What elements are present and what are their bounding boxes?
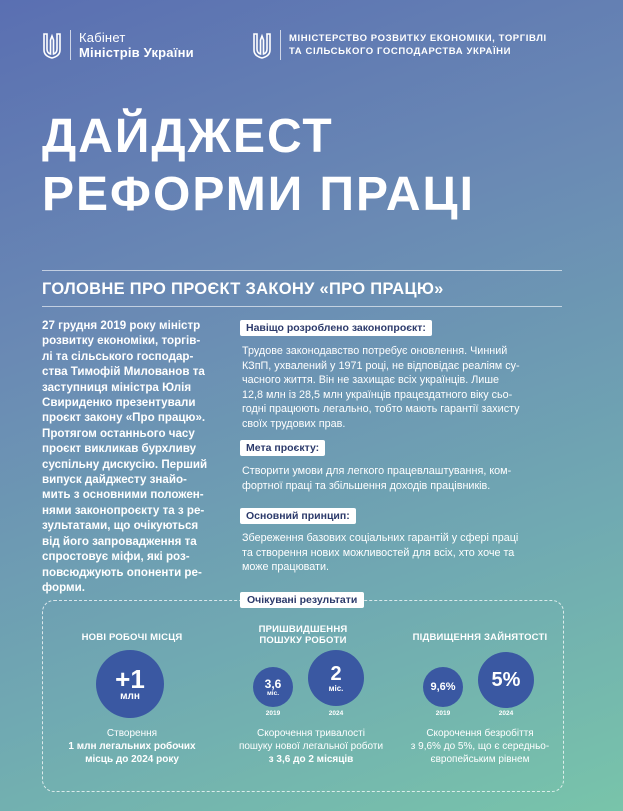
- employment-circle-2019: [423, 667, 463, 707]
- section-subtitle: ГОЛОВНЕ ПРО ПРОЄКТ ЗАКОНУ «ПРО ПРАЦЮ»: [42, 280, 444, 298]
- jobs-unit: млн: [120, 690, 140, 702]
- section-label-principle: Основний принцип:: [240, 508, 356, 524]
- search-title: [238, 624, 368, 646]
- intro-line: 27 грудня 2019 року міністр: [42, 319, 201, 332]
- jobs-desc-line2: 1 млн легальних робочих: [68, 741, 196, 752]
- intro-line: форми.: [42, 580, 85, 594]
- search-circle-2019: [253, 667, 293, 707]
- employment-desc-line2: з 9,6% до 5%, що є середньо-: [410, 741, 550, 752]
- section-line: Збереження базових соціальних гарантій у сфері праці: [242, 532, 519, 544]
- intro-line: суспільну дискусію. Перший: [42, 457, 208, 471]
- intro-line: нями законопроєкту та з ре-: [42, 503, 205, 517]
- jobs-description: [52, 727, 212, 766]
- title-line1: ДАЙДЖЕСТ: [42, 110, 334, 163]
- section-label-why: Навіщо розроблено законопроєкт:: [240, 320, 432, 336]
- employment-year-2024: 2024: [498, 710, 514, 717]
- search-desc-line2: пошуку нової легальної роботи: [238, 741, 384, 752]
- intro-line: Свириденко презентували: [42, 396, 196, 410]
- employment-circle-2024: [478, 652, 534, 708]
- ministry-name-line2: ТА СІЛЬСЬКОГО ГОСПОДАРСТВА УКРАЇНИ: [289, 46, 512, 57]
- employment-desc-line3: європейським рівнем: [430, 754, 530, 765]
- cabinet-name-line2: Міністрів України: [79, 45, 194, 60]
- ministry-logo: [252, 30, 547, 60]
- page-title: [42, 108, 475, 224]
- section-text-goal: [242, 464, 564, 493]
- search-title-line1: ПРИШВИДШЕННЯ: [258, 624, 348, 635]
- jobs-desc-line1: Створення: [106, 728, 158, 739]
- search-year-2019: 2019: [265, 710, 281, 717]
- search-desc-line3: з 3,6 до 2 місяців: [268, 754, 354, 765]
- ministry-name-line1: МІНІСТЕРСТВО РОЗВИТКУ ЕКОНОМІКИ, ТОРГІВЛІ: [289, 33, 547, 44]
- search-year-2024: 2024: [328, 710, 344, 717]
- intro-line: заступниця міністра Юлія: [42, 380, 192, 394]
- jobs-title: НОВІ РОБОЧІ МІСЦЯ: [81, 632, 183, 643]
- search-desc-line1: Скорочення тривалості: [257, 728, 365, 739]
- section-line: та створення нових можливостей для всіх, хто хоче та: [242, 546, 515, 559]
- section-line: Трудове законодавство потребує оновлення. Чинний: [242, 345, 508, 357]
- cabinet-logo: [42, 30, 194, 60]
- section-line: 12,8 млн із 28,5 млн українців працездатного віку сьо-: [242, 388, 513, 401]
- results-label: Очікувані результати: [240, 592, 364, 608]
- search-title-line2: ПОШУКУ РОБОТИ: [259, 635, 347, 646]
- trident-icon: [42, 30, 62, 60]
- intro-line: повсюджують опоненти ре-: [42, 565, 202, 579]
- logo-divider: [70, 30, 71, 60]
- divider-top: [42, 270, 562, 271]
- section-line: Створити умови для легкого працевлаштування, ком-: [242, 465, 512, 477]
- jobs-circle: [96, 650, 164, 718]
- search-unit-2019: міс.: [266, 689, 280, 697]
- section-line: своїх трудових прав.: [242, 417, 346, 430]
- employment-title: ПІДВИЩЕННЯ ЗАЙНЯТОСТІ: [412, 632, 548, 643]
- intro-line: Протягом останнього часу: [42, 426, 195, 440]
- section-line: годні працюють легально, тобто мають гарантії захисту: [242, 403, 520, 416]
- section-text-principle: [242, 531, 564, 575]
- section-line: може працювати.: [242, 561, 330, 574]
- intro-line: спростовує міфи, які роз-: [42, 550, 190, 564]
- employment-value-2019: 9,6%: [430, 681, 456, 693]
- search-value-2024: 2: [330, 662, 342, 685]
- intro-line: проєкт закону «Про працю».: [42, 411, 206, 425]
- search-value-2019: 3,6: [264, 676, 282, 691]
- jobs-desc-line3: місць до 2024 року: [85, 754, 179, 765]
- intro-line: лі та сільського господар-: [42, 349, 194, 363]
- intro-line: розвитку економіки, торгів-: [42, 334, 201, 348]
- intro-line: мить з основними положен-: [42, 488, 204, 502]
- section-line: фортної праці та збільшення доходів працівників.: [242, 479, 491, 492]
- intro-line: від його запровадження та: [42, 534, 197, 548]
- section-line: КЗпП, ухвалений у 1971 році, не відповідає реаліям су-: [242, 359, 520, 372]
- employment-description: [396, 727, 564, 766]
- intro-line: ства Тимофій Милованов та: [42, 365, 205, 379]
- employment-year-2019: 2019: [435, 710, 451, 717]
- section-text-why: [242, 344, 564, 432]
- search-circle-2024: [308, 650, 364, 706]
- title-line2: РЕФОРМИ ПРАЦІ: [42, 168, 475, 221]
- section-label-goal: Мета проєкту:: [240, 440, 325, 456]
- divider-bottom: [42, 306, 562, 307]
- employment-value-2024: 5%: [491, 668, 521, 691]
- intro-line: проєкт викликав бурхливу: [42, 442, 197, 456]
- search-unit-2024: міс.: [328, 683, 344, 693]
- intro-line: випуск дайджесту знайо-: [42, 473, 187, 487]
- cabinet-name-line1: Кабінет: [79, 30, 126, 45]
- trident-icon: [252, 30, 272, 60]
- jobs-value: +1: [115, 663, 145, 694]
- intro-text: [42, 318, 220, 595]
- section-line: часного життя. Він не захищає всіх українців. Лише: [242, 374, 500, 387]
- intro-line: зультатами, що очікуються: [42, 519, 199, 533]
- search-description: [226, 727, 396, 766]
- logo-divider: [280, 30, 281, 60]
- employment-desc-line1: Скорочення безробіття: [426, 728, 534, 739]
